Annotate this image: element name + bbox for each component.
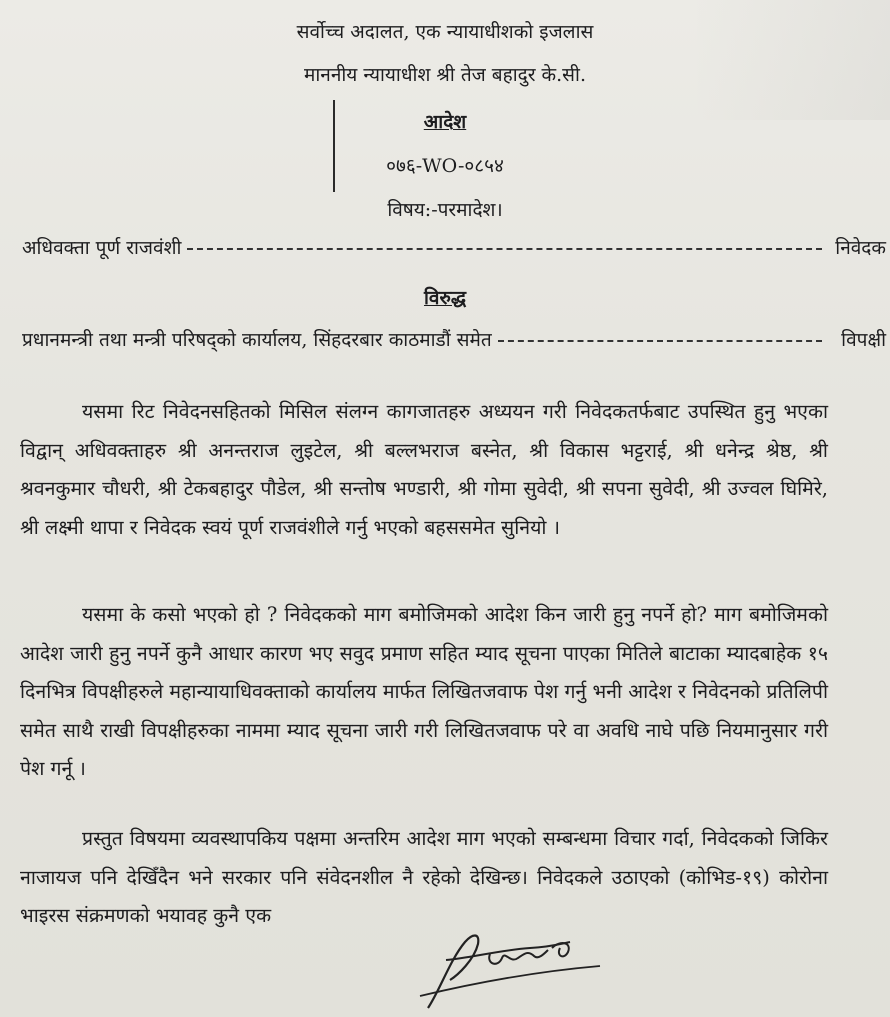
handwritten-signature xyxy=(410,920,610,1015)
justice-name: माननीय न्यायाधीश श्री तेज बहादुर के.सी. xyxy=(304,64,586,86)
petitioner-row xyxy=(22,234,886,260)
paragraph-interim-order: प्रस्तुत विषयमा व्यवस्थापकिय पक्षमा अन्तरिम आदेश माग भएको सम्बन्धमा विचार गर्दा, निवेदकको जिकिर नाजायज पनि देखिँदैन भने सरकार पनि संवेदनशील नै रहेको देखिन्छ। निवेदकले उठाएको (कोभिड-१९) कोरोना भाइरस संक्रमणको भयावह कुनै एक xyxy=(20,827,828,927)
versus-heading: विरुद्ध xyxy=(423,287,467,309)
vertical-rule xyxy=(333,100,335,192)
petitioner-name: अधिवक्ता पूर्ण राजवंशी xyxy=(22,237,182,259)
court-heading: सर्वोच्च अदालत, एक न्यायाधीशको इजलास xyxy=(296,21,594,43)
paragraph-hearing: यसमा रिट निवेदनसहितको मिसिल संलग्न कागजातहरु अध्ययन गरी निवेदकतर्फबाट उपस्थित हुनु भएका विद्वान् अधिवक्ताहरु श्री अनन्तराज लुइटेल, श्री बल्लभराज बस्नेत, श्री विकास भट्टराई, श्री धनेन्द्र श्रेष्ठ, श्री श्रवनकुमार चौधरी, श्री टेकबहादुर पौडेल, श्री सन्तोष भण्डारी, श्री गोमा सुवेदी, श्री सपना सुवेदी, श्री उज्वल घिमिरे, श्री लक्ष्मी थापा र निवेदक स्वयं पूर्ण राजवंशीले गर्नु भएको बहससमेत सुनियो । xyxy=(20,400,828,539)
paragraph-show-cause: यसमा के कसो भएको हो ? निवेदकको माग बमोजिमको आदेश किन जारी हुनु नपर्ने हो? माग बमोजिमको आदेश जारी हुनु नपर्ने कुनै आधार कारण भए सवुद प्रमाण सहित म्याद सूचना पाएका मितिले बाटाका म्यादबाहेक १५ दिनभित्र विपक्षीहरुले महान्यायाधिवक्ताको कार्यालय मार्फत लिखितजवाफ पेश गर्नु भनी आदेश र निवेदनको प्रतिलिपी समेत साथै राखी विपक्षीहरुका नाममा म्याद सूचना जारी गरी लिखितजवाफ परे वा अवधि नाघे पछि नियमानुसार गरी पेश गर्नू । xyxy=(20,603,828,780)
subject-line: विषय:-परमादेश। xyxy=(387,199,503,221)
case-number: ०७६-WO-०८५४ xyxy=(386,155,504,177)
respondent-role: विपक्षी xyxy=(841,329,886,351)
order-title: आदेश xyxy=(423,111,467,133)
respondent-row xyxy=(22,326,886,352)
leader-dashes xyxy=(187,248,822,250)
respondent-name: प्रधानमन्त्री तथा मन्त्री परिषद्को कार्यालय, सिंहदरबार काठमाडौं समेत xyxy=(22,329,492,351)
leader-dashes xyxy=(498,340,822,342)
petitioner-role: निवेदक xyxy=(835,237,886,259)
